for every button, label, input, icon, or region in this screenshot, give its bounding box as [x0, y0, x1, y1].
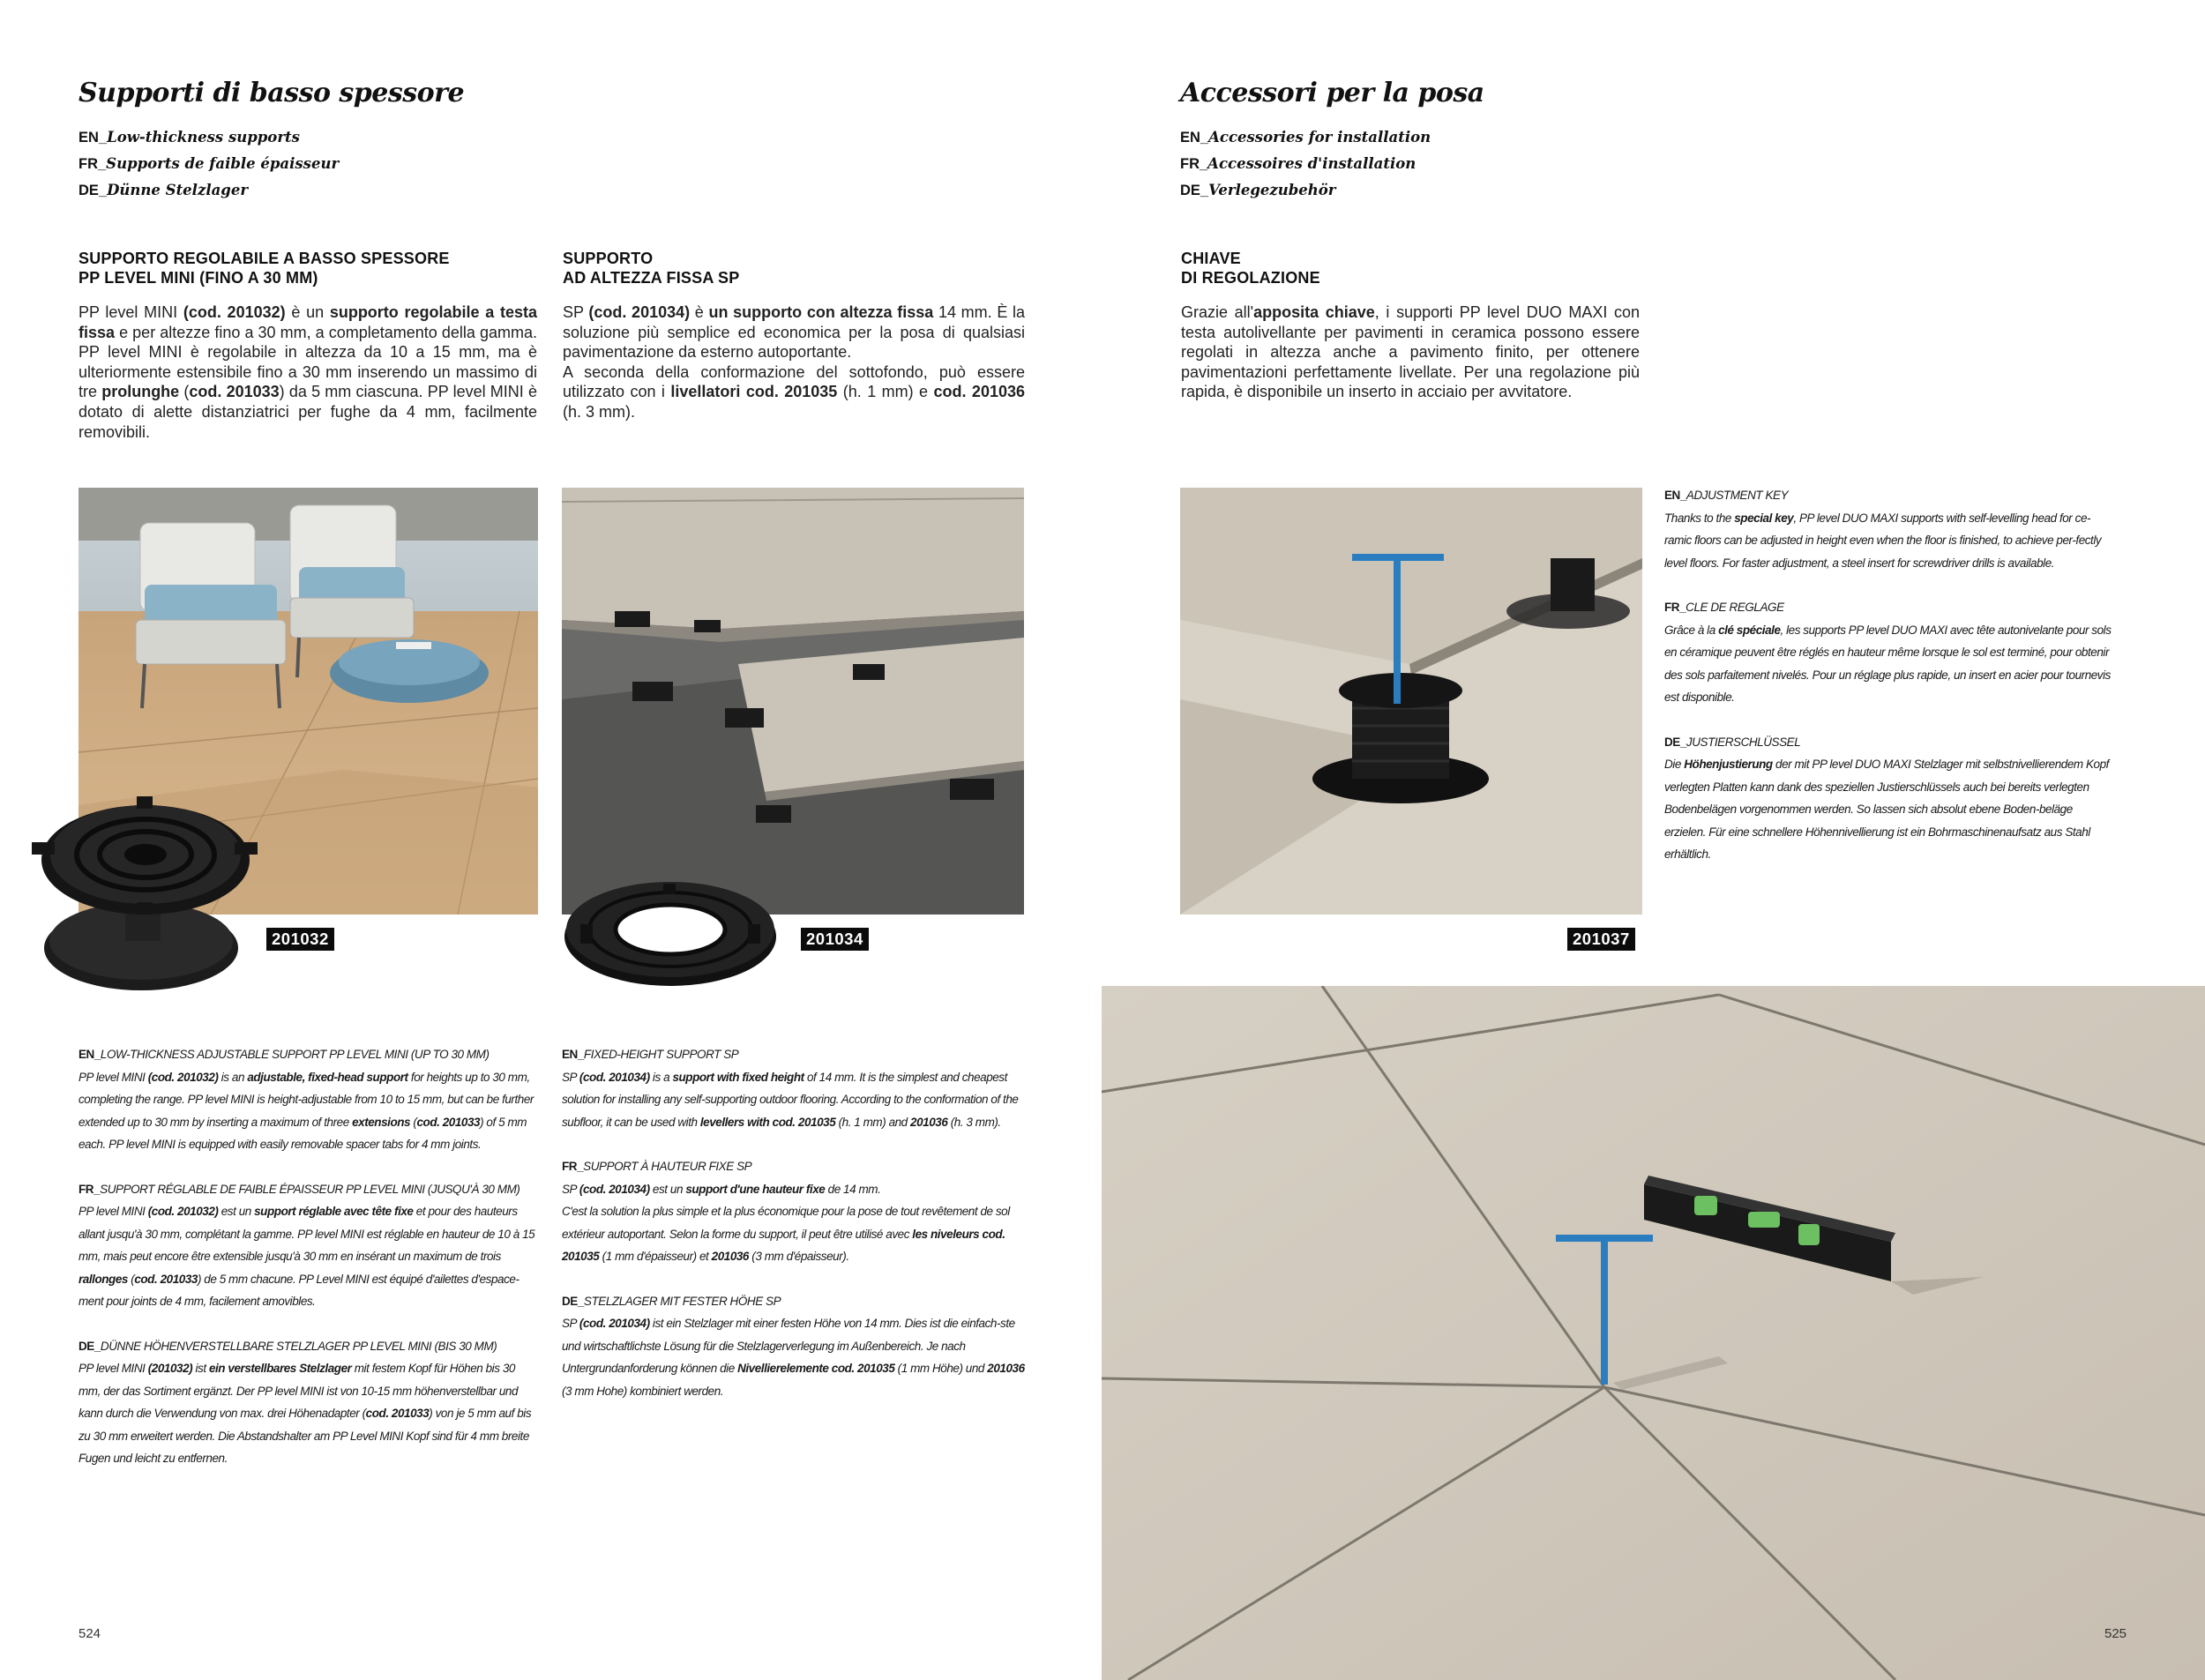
lang-subtitle-en: EN_Low-thickness supports	[78, 129, 300, 146]
lang-subtitle-fr: FR_Supports de faible épaisseur	[78, 155, 340, 172]
page-number-right: 525	[2104, 1626, 2127, 1641]
key-fr-block: FR_CLE DE REGLAGE Grâce à la clé spéciale, les supports PP level DUO MAXI avec tête autonivelante pour sols en céramique peuvent être réglés en hauteur même lorsque le sol est terminé, pour obtenir des sols parfaitement nivelés. Pour un réglage plus rapide, un insert en acier pour tournevis est disponible.	[1664, 601, 2112, 704]
col1-heading: SUPPORTO REGOLABILE A BASSO SPESSORE PP LEVEL MINI (FINO A 30 MM)	[78, 250, 450, 287]
right-section-title: Accessori per la posa	[1180, 78, 1484, 108]
key-de-block: DE_JUSTIERSCHLÜSSEL Die Höhenjustierung der mit PP level DUO MAXI Stelzlager mit selbstnivellierendem Kopf verlegten Platten kann dank des speziellen Justierschlüssels auch bei bereits verlegten Bodenbelägen vorgenommen werden. So lassen sich absolut ebene Boden-beläge erzielen. Für eine schnellere Höhennivellierung ist ein Bohrmaschinenaufsatz aus Stahl erhältlich.	[1664, 735, 2109, 861]
key-body: Grazie all'apposita chiave, i supporti PP level DUO MAXI con testa autolivellante per pavimenti in ceramica possono essere regolati in altezza anche a pavimento finito, per ottenere pavimentazioni perfettamente livellate. Per una regolazione più rapida, è disponibile un inserto in acciaio per avvitatore.	[1181, 303, 1640, 401]
fixed-height-support-photo	[562, 488, 1024, 915]
col2-de-block: DE_STELZLAGER MIT FESTER HÖHE SP SP (cod. 201034) ist ein Stelzlager mit einer festen Höhe von 14 mm. Dies ist die einfach-ste und wirtschaftlichste Lösung für die Stelzlagerverlegung im Außenbereich. Je nach Untergrundanforderung können die Nivellierelemente cod. 201035 (1 mm Höhe) und 201036 (3 mm Hohe) kombiniert werden.	[562, 1294, 1025, 1398]
lang-subtitle-de: DE_Dünne Stelzlager	[78, 182, 249, 198]
pp-level-mini-product-image	[26, 789, 265, 1005]
col2-translations	[562, 1043, 1025, 1424]
adjustment-key-photo	[1180, 488, 1642, 915]
product-code-badge-201037: 201037	[1567, 928, 1635, 951]
col2-heading: SUPPORTO AD ALTEZZA FISSA SP	[563, 250, 740, 287]
col1-translations	[78, 1043, 539, 1492]
product-code-badge-201034: 201034	[801, 928, 869, 951]
col2-body: SP (cod. 201034) è un supporto con altezza fissa 14 mm. È la soluzione più semplice ed economica per la posa di qualsiasi pavimentazione da esterno autoportante. A seconda della conformazione del sottofondo, può essere utilizzato con i livellatori cod. 201035 (h. 1 mm) e cod. 201036 (h. 3 mm).	[563, 303, 1026, 421]
lang-subtitle-en: EN_Accessories for installation	[1180, 129, 1431, 146]
col2-en-block: EN_FIXED-HEIGHT SUPPORT SP SP (cod. 201034) is a support with fixed height of 14 mm. It is the simplest and cheapest solution for installing any self-supporting outdoor flooring. According to the conformation of the subfloor, it can be used with levellers with cod. 201035 (h. 1 mm) and 201036 (h. 3 mm).	[562, 1048, 1019, 1129]
col2-fr-block: FR_SUPPORT À HAUTEUR FIXE SP SP (cod. 201034) est un support d'une hauteur fixe de 14 mm. C'est la solution la plus simple et la plus économique pour la pose de tout revêtement de sol extérieur autoportant. Selon la forme du support, il peut être utilisé avec les niveleurs cod. 201035 (1 mm d'épaisseur) et 201036 (3 mm d'épaisseur).	[562, 1160, 1010, 1263]
col1-fr-block: FR_SUPPORT RÉGLABLE DE FAIBLE ÉPAISSEUR PP LEVEL MINI (JUSQU'À 30 MM) PP level MINI (cod. 201032) est un support réglable avec tête fixe et pour des hauteurs allant jusqu'à 30 mm, complétant la gamme. PP level MINI est réglable en hauteur de 10 à 15 mm, mais peut encore être extensible jusqu'à 30 mm en insérant un maximum de trois rallonges (cod. 201033) de 5 mm chacune. PP Level MINI est équipé d'ailettes d'espace-ment pour joints de 4 mm, facilement amovibles.	[78, 1182, 535, 1308]
right-language-subtitles	[1180, 124, 1431, 204]
col1-de-block: DE_DÜNNE HÖHENVERSTELLBARE STELZLAGER PP LEVEL MINI (BIS 30 MM) PP level MINI (201032) ist ein verstellbares Stelzlager mit festem Kopf für Höhen bis 30 mm, der das Sortiment ergänzt. Der PP level MINI ist von 10-15 mm höhenverstellbar und kann durch die Verwendung von max. drei Höhenadapter (cod. 201033) von je 5 mm auf bis zu 30 mm erweitert werden. Die Abstandshalter am PP Level MINI Kopf sind für 4 mm breite Fugen und leicht zu entfernen.	[78, 1339, 532, 1465]
page-number-left: 524	[78, 1626, 101, 1641]
left-section-title: Supporti di basso spessore	[78, 78, 465, 108]
lang-subtitle-fr: FR_Accessoires d'installation	[1180, 155, 1416, 172]
floor-with-key-and-level-photo	[1102, 986, 2205, 1680]
sp-support-product-image	[556, 864, 785, 1010]
col1-en-block: EN_LOW-THICKNESS ADJUSTABLE SUPPORT PP LEVEL MINI (UP TO 30 MM) PP level MINI (cod. 201032) is an adjustable, fixed-head support for heights up to 30 mm, completing the range. PP level MINI is height-adjustable from 10 to 15 mm, but can be further extended up to 30 mm by inserting a maximum of three extensions (cod. 201033) of 5 mm each. PP level MINI is equipped with easily removable spacer tabs for 4 mm joints.	[78, 1048, 534, 1151]
key-heading: CHIAVE DI REGOLAZIONE	[1181, 250, 1320, 287]
key-translations	[1664, 484, 2114, 888]
left-language-subtitles	[78, 124, 339, 204]
lang-subtitle-de: DE_Verlegezubehör	[1180, 182, 1336, 198]
product-code-badge-201032: 201032	[266, 928, 334, 951]
col1-body: PP level MINI (cod. 201032) è un supporto regolabile a testa fissa e per altezze fino a 30 mm, a completamento della gamma. PP level MINI è regolabile in altezza da 10 a 15 mm, ma è ulteriormente estensibile fino a 30 mm inserendo un massimo di tre prolunghe (cod. 201033) da 5 mm ciascuna. PP level MINI è dotato di alette distanziatrici per fughe da 4 mm, facilmente removibili.	[78, 303, 537, 441]
key-en-block: EN_ADJUSTMENT KEY Thanks to the special key, PP level DUO MAXI supports with self-levelling head for ce-ramic floors can be adjusted in height even when the floor is finished, to achieve per-fectly level floors. For faster adjustment, a steel insert for screwdriver drills is available.	[1664, 489, 2102, 570]
